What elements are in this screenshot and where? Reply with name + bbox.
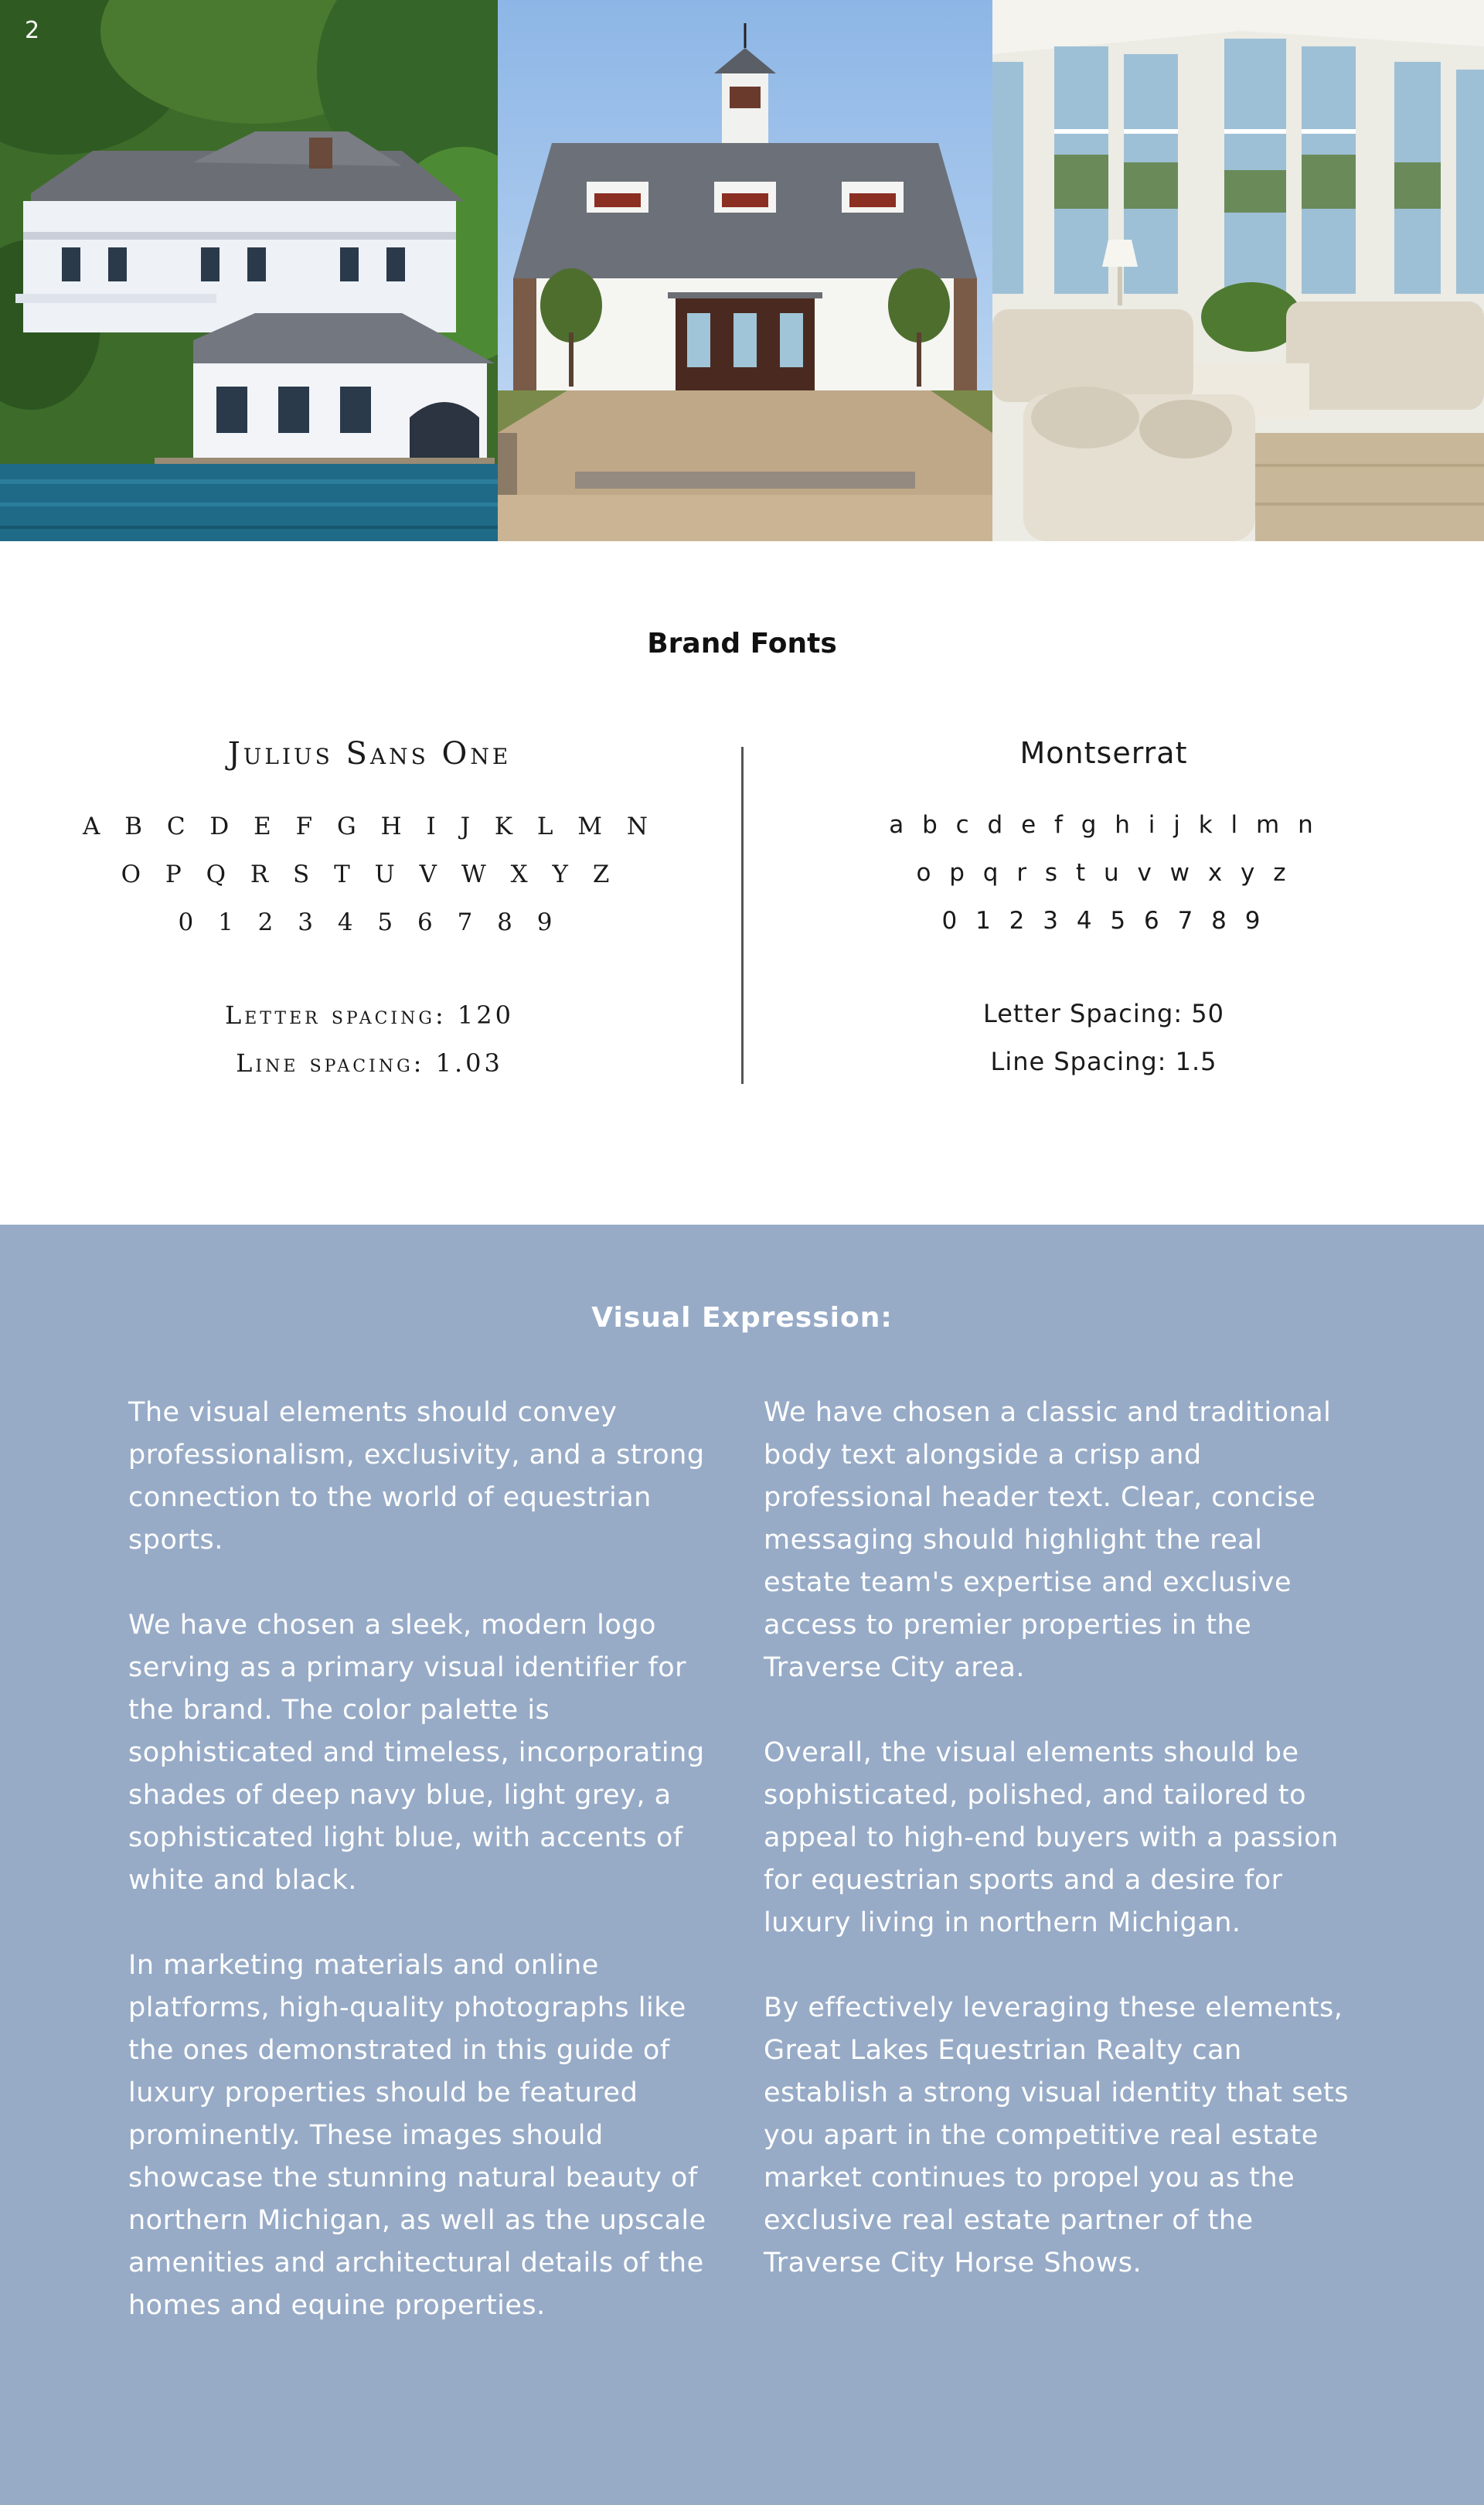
paragraph: In marketing materials and online platforms, high-quality photographs like the ones demonstrated in this guide of luxury properties should be featured prominently. These images should showcase the stunning natural beauty of northern Michigan, as well as the upscale amenities and architectural details of the homes and equine properties.: [128, 1950, 706, 2321]
font-name: Montserrat: [1019, 736, 1188, 770]
page-number: 2: [25, 17, 40, 44]
paragraph: We have chosen a sleek, modern logo serving as a primary visual identifier for the brand. The color palette is sophisticated and timeless, incorporating shades of deep navy blue, light grey, a sophisticated light blue, with accents of white and black.: [128, 1610, 705, 1896]
numeral-glyphs-line: 0 1 2 3 4 5 6 7 8 9: [178, 908, 561, 936]
brand-fonts-title: Brand Fonts: [647, 628, 837, 659]
numeral-glyphs-line: 0 1 2 3 4 5 6 7 8 9: [941, 907, 1266, 935]
lakeside-cottage-photo: [0, 0, 498, 541]
brand-fonts-section: [0, 541, 1484, 1225]
photo-strip: [0, 0, 1484, 541]
left-text-column: [128, 1392, 716, 2327]
paragraph: Overall, the visual elements should be sophisticated, polished, and tailored to appeal to high-end buyers with a passion for equestrian sports and a desire for luxury living in northern Michigan.: [764, 1737, 1339, 1938]
letter-spacing-value: Letter spacing: 120: [225, 1000, 514, 1030]
font-name: Julius Sans One: [227, 736, 512, 772]
font-specimen-julius-sans-one: [60, 736, 679, 1087]
visual-expression-section: [0, 1225, 1484, 2505]
visual-expression-title: Visual Expression:: [591, 1302, 893, 1334]
sunroom-living-room-photo: [992, 0, 1484, 541]
uppercase-glyphs-line-1: A B C D E F G H I J K L M N: [82, 813, 657, 840]
paragraph: By effectively leveraging these elements, Great Lakes Equestrian Realty can establish a strong visual identity that sets you apart in the competitive real estate market continues to propel you as the exclusive real estate partner of the Traverse City Horse Shows.: [764, 1992, 1349, 2278]
paragraph: We have chosen a classic and traditional body text alongside a crisp and professional header text. Clear, concise messaging should highlight the real estate team's expertise and exclusive access to premier properties in the Traverse City area.: [764, 1397, 1332, 1683]
font-specimen-montserrat: [795, 736, 1413, 1086]
uppercase-glyphs-line-2: O P Q R S T U V W X Y Z: [121, 861, 618, 888]
line-spacing-value: Line spacing: 1.03: [236, 1048, 503, 1078]
right-text-column: [764, 1392, 1351, 2285]
lowercase-glyphs-line-1: a b c d e f g h i j k l m n: [889, 811, 1319, 839]
letter-spacing-value: Letter Spacing: 50: [982, 999, 1225, 1028]
line-spacing-value: Line Spacing: 1.5: [990, 1047, 1217, 1076]
column-divider: [741, 747, 744, 1084]
paragraph: The visual elements should convey professionalism, exclusivity, and a strong connection to the world of equestrian sports.: [128, 1397, 705, 1556]
barn-with-cupola-photo: [498, 0, 992, 541]
lowercase-glyphs-line-2: o p q r s t u v w x y z: [916, 859, 1292, 887]
